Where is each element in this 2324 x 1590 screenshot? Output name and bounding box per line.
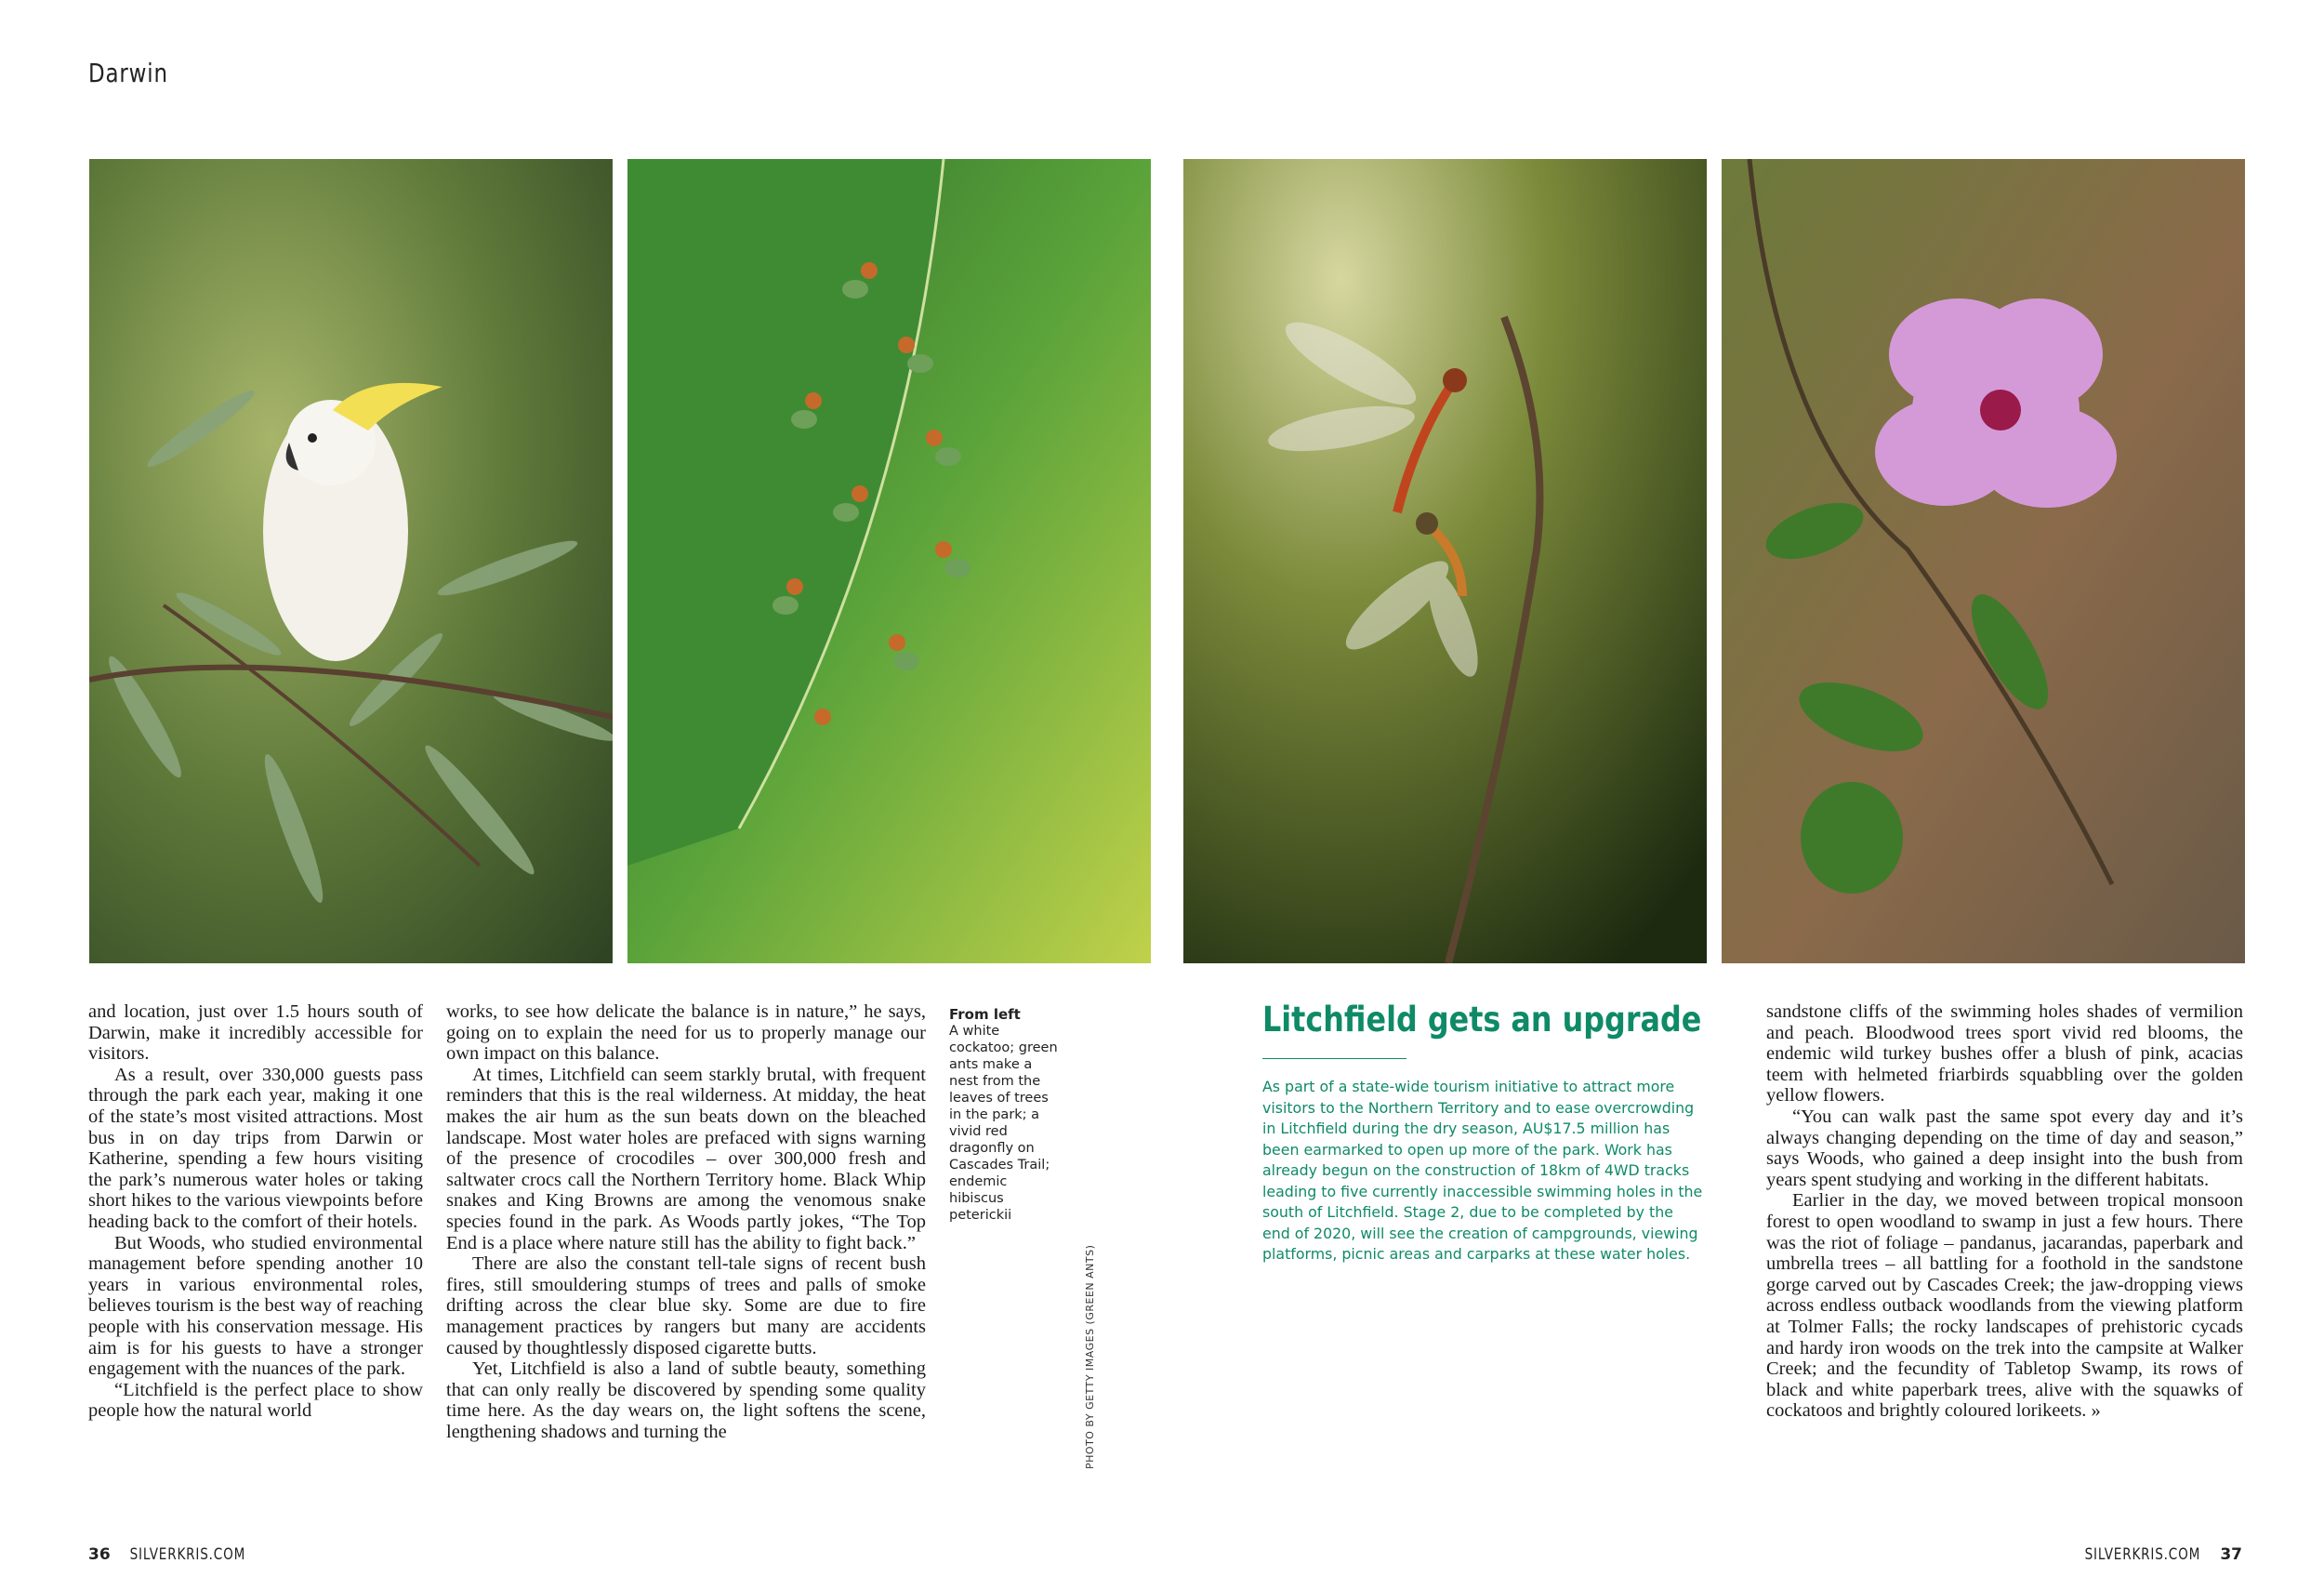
body-column-1 — [88, 1001, 423, 1422]
paragraph: Earlier in the day, we moved between tropical monsoon forest to open woodland to swamp in just a few hours. There was the riot of foliage – pandanus, jacarandas, paperbark and umbrella trees – all battling for a foothold in the sandstone gorge carved out by Cascades Creek; the jaw-dropping views across endless outback woodlands from the viewing platform at Tolmer Falls; the rocky landscapes of prehistoric cycads and hardy iron woods on the trek into the campsite at Walker Creek; and the fecundity of Tabletop Swamp, its rows of black and white paperbark trees, alive with the squawks of cockatoos and brightly coloured lorikeets. » — [1766, 1190, 2243, 1422]
dragonfly-photo — [1183, 159, 1707, 963]
paragraph: and location, just over 1.5 hours south of Darwin, make it incredibly accessible for visitors. — [88, 1001, 423, 1065]
paragraph: There are also the constant tell-tale signs of recent bush fires, still smouldering stumps of trees and palls of smoke drifting across the clear blue sky. Some are due to fire management practices by rangers but many are accidents caused by thoughtlessly disposed cigarette butts. — [446, 1253, 926, 1358]
paragraph: “You can walk past the same spot every day and it’s always changing depending on the time of day and season,” says Woods, who gained a deep insight into the bush from years spent studying and working in the different habitats. — [1766, 1106, 2243, 1190]
paragraph: “Litchfield is the perfect place to show people how the natural world — [88, 1379, 423, 1422]
paragraph: sandstone cliffs of the swimming holes shades of vermilion and peach. Bloodwood trees sport vivid red blooms, the endemic wild turkey bushes offer a blush of pink, acacias teem with helmeted friarbirds squabbling over the golden yellow flowers. — [1766, 1001, 2243, 1106]
footer-left — [88, 1545, 260, 1564]
paragraph: works, to see how delicate the balance is in nature,” he says, going on to explain the need for us to properly manage our own impact on this balance. — [446, 1001, 926, 1065]
hibiscus-photo — [1722, 159, 2245, 963]
paragraph: As a result, over 330,000 guests pass through the park each year, making it one of the state’s most visited attractions. Most bus in on day trips from Darwin or Katherine, spending a few hours visiting the park’s numerous water holes or taking short hikes to the various viewpoints before heading back to the comfort of their hotels. — [88, 1064, 423, 1232]
green-ants-photo — [627, 159, 1151, 963]
footer-right — [2070, 1545, 2242, 1564]
page-number-left: 36 — [88, 1545, 111, 1564]
caption-heading: From left — [949, 1006, 1021, 1023]
cockatoo-photo — [89, 159, 613, 963]
sidebar-divider — [1262, 1058, 1406, 1059]
body-column-4 — [1766, 1001, 2243, 1422]
site-name-left: SILVERKRIS.COM — [129, 1545, 246, 1564]
paragraph: At times, Litchfield can seem starkly brutal, with frequent reminders that this is the real wilderness. At midday, the heat makes the air hum as the sun beats down on the bleached landscape. Most water holes are prefaced with signs warning of the presence of crocodiles – over 300,000 fresh and saltwater crocs call the Northern Territory home. Black Whip snakes and King Browns are among the venomous snake species found in the park. As Woods partly jokes, “The Top End is a place where nature still has the ability to fight back.” — [446, 1064, 926, 1253]
section-label: Darwin — [88, 58, 168, 88]
site-name-right: SILVERKRIS.COM — [2084, 1545, 2201, 1564]
paragraph: Yet, Litchfield is also a land of subtle beauty, something that can only really be discovered by spending some quality time here. As the day wears on, the light softens the scene, lengthening shadows and turning the — [446, 1358, 926, 1442]
sidebar-title: Litchfield gets an upgrade — [1262, 1000, 1702, 1040]
body-column-2 — [446, 1001, 926, 1442]
page-number-right: 37 — [2220, 1545, 2242, 1564]
photo-credit: PHOTO BY GETTY IMAGES (GREEN ANTS) — [1084, 1244, 1096, 1469]
sidebar-body: As part of a state-wide tourism initiative to attract more visitors to the Northern Territory and to ease overcrowding in Litchfield during the dry season, AU$17.5 million has been earmarked to open up more of the park. Work has already begun on the construction of 18km of 4WD tracks leading to five currently inaccessible swimming holes in the south of Litchfield. Stage 2, due to be completed by the end of 2020, will see the creation of campgrounds, viewing platforms, picnic areas and carparks at these water holes. — [1262, 1078, 1703, 1263]
paragraph: But Woods, who studied environmental management before spending another 10 years in various environmental roles, believes tourism is the best way of reaching people with his conservation message. His aim is for his guests to have a stronger engagement with the nuances of the park. — [88, 1232, 423, 1380]
photo-caption — [949, 1006, 1059, 1224]
caption-text: A white cockatoo; green ants make a nest from the leaves of trees in the park; a vivid red dragonfly on Cascades Trail; endemic hibiscus peterickii — [949, 1024, 1058, 1223]
